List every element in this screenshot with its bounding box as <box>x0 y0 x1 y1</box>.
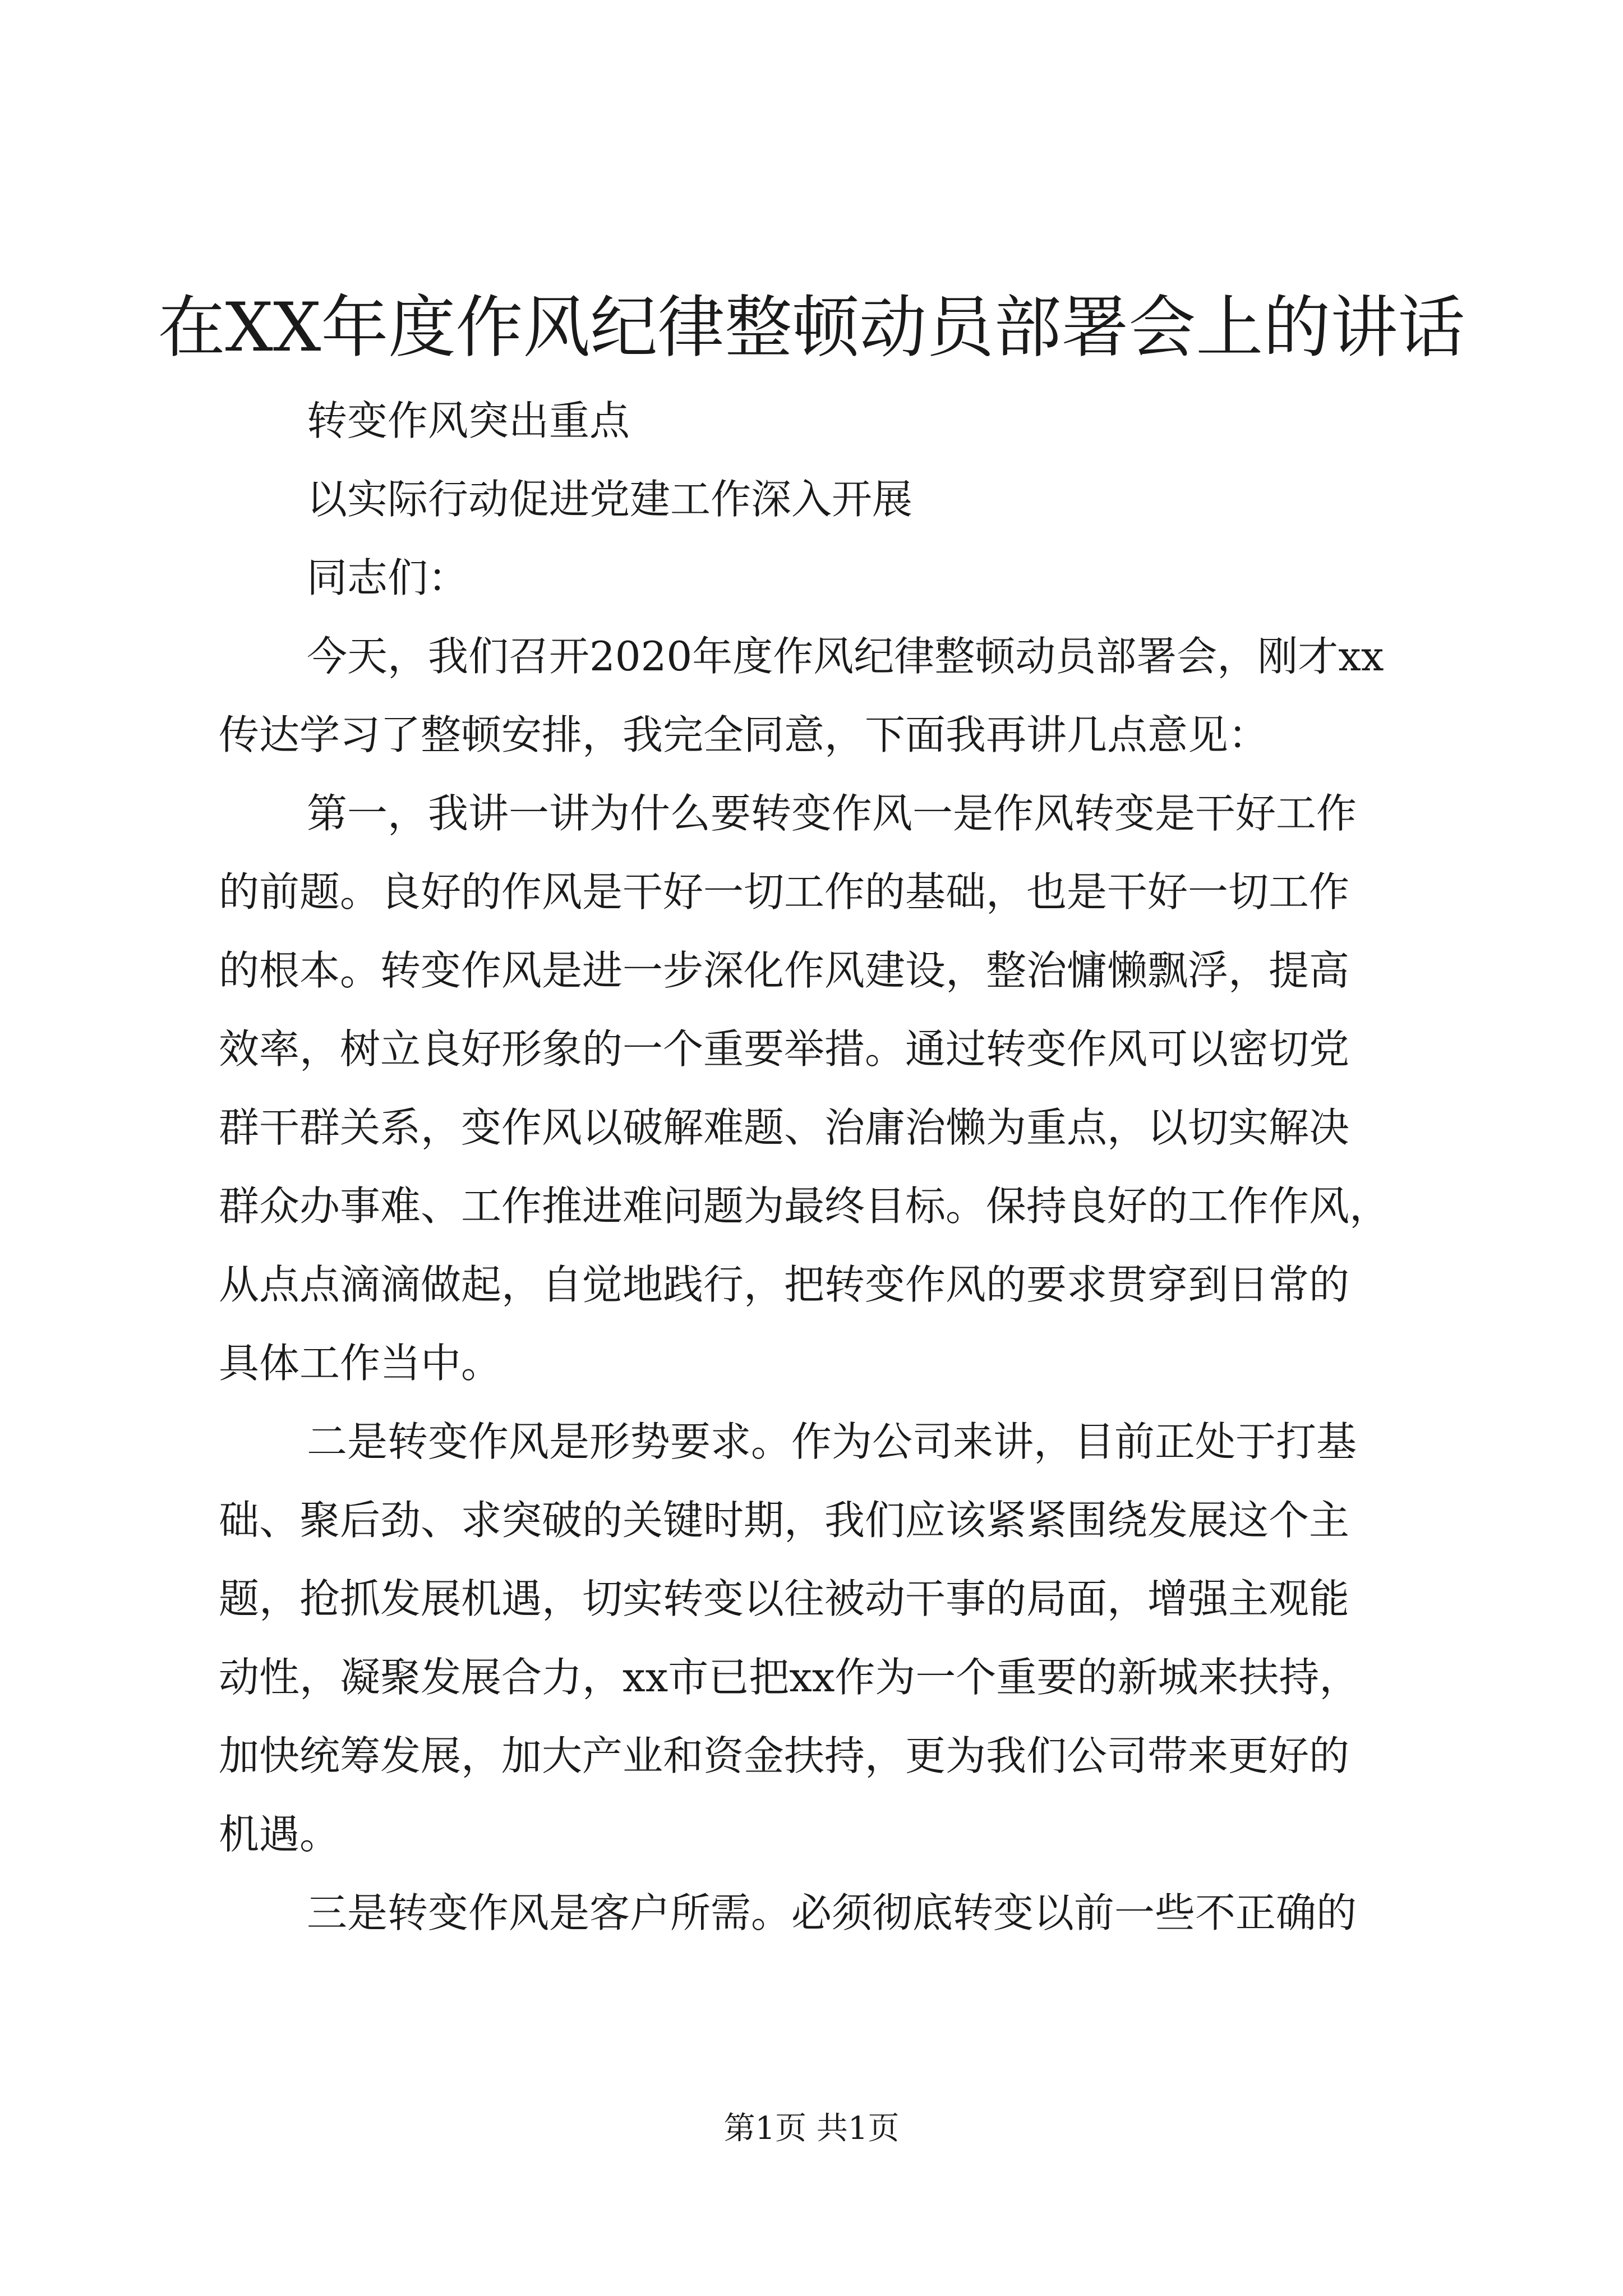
paragraph-line: 加快统筹发展，加大产业和资金扶持，更为我们公司带来更好的 <box>219 1732 1350 1779</box>
paragraph-line: 群众办事难、工作推进难问题为最终目标。保持良好的工作作风， <box>219 1182 1390 1230</box>
paragraph-line: 的根本。转变作风是进一步深化作风建设，整治慵懒飘浮，提高 <box>219 947 1350 994</box>
paragraph-line: 题，抢抓发展机遇，切实转变以往被动干事的局面，增强主观能 <box>219 1575 1350 1622</box>
paragraph-line: 今天，我们召开2020年度作风纪律整顿动员部署会，刚才xx <box>307 633 1384 680</box>
subtitle-line-2: 以实际行动促进党建工作深入开展 <box>307 476 913 523</box>
paragraph-line: 群干群关系，变作风以破解难题、治庸治懒为重点，以切实解决 <box>219 1104 1350 1151</box>
subtitle-line-1: 转变作风突出重点 <box>307 397 630 444</box>
paragraph-line: 动性，凝聚发展合力，xx市已把xx作为一个重要的新城来扶持， <box>219 1654 1360 1701</box>
paragraph-line: 效率，树立良好形象的一个重要举措。通过转变作风可以密切党 <box>219 1025 1350 1073</box>
paragraph-line: 三是转变作风是客户所需。必须彻底转变以前一些不正确的 <box>307 1889 1357 1936</box>
document-title: 在XX年度作风纪律整顿动员部署会上的讲话 <box>158 289 1465 367</box>
paragraph-line: 二是转变作风是形势要求。作为公司来讲，目前正处于打基 <box>307 1418 1357 1465</box>
paragraph-line: 的前题。良好的作风是干好一切工作的基础，也是干好一切工作 <box>219 868 1350 915</box>
page-number-footer: 第1页 共1页 <box>723 2110 900 2147</box>
salutation: 同志们： <box>307 554 469 601</box>
paragraph-line: 第一，我讲一讲为什么要转变作风一是作风转变是干好工作 <box>307 790 1357 837</box>
paragraph-line: 具体工作当中。 <box>219 1340 502 1387</box>
paragraph-line: 机遇。 <box>219 1811 340 1858</box>
paragraph-line: 础、聚后劲、求突破的关键时期，我们应该紧紧围绕发展这个主 <box>219 1497 1350 1544</box>
paragraph-line: 从点点滴滴做起，自觉地践行，把转变作风的要求贯穿到日常的 <box>219 1261 1350 1308</box>
paragraph-line: 传达学习了整顿安排，我完全同意，下面我再讲几点意见： <box>219 711 1269 758</box>
